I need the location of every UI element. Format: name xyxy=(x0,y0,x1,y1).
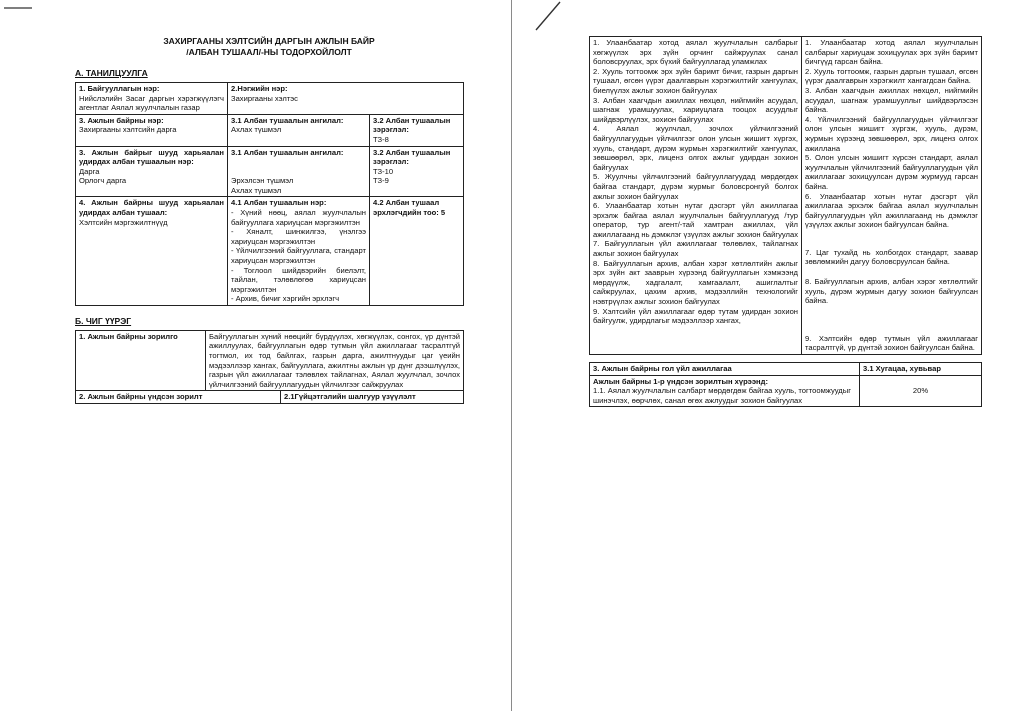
intro-table xyxy=(75,82,464,306)
main-goal-header: 2. Ажлын байрны үндсэн зорилт xyxy=(76,391,281,404)
list-item: - Хүний нөөц, аялал жуулчлалын байгууллага хариуцсан мэргэжилтэн xyxy=(231,207,366,227)
supervisor-value-2: Орлогч дарга xyxy=(79,176,127,186)
goals-list xyxy=(593,38,798,326)
supervisor-value-1: Дарга xyxy=(79,166,100,176)
supervisor-class-cell xyxy=(228,146,370,197)
goal1-item: 1.1. Аялал жуулчлалын салбарт мөрдөгдөж байгаа хууль, тогтоомжуудыг шинэчлэх, өөрчлөх, санал өгөх ажлуудыг зохион байгуулах xyxy=(593,386,851,405)
list-item: 4. Аялал жуулчлал, зочлох үйлчилгээний байгууллагуудын үйлчилгээг олон улсын жишигт хүргэх, хууль, стандарт, дүрэм журмын хэрэгжилтийг хангуулах, зөвшөөрөл, эрх, лиценз олгох ажлыг удирдан зохион байгуулах xyxy=(593,124,798,172)
class-cell xyxy=(228,114,370,146)
activity-cell xyxy=(590,375,860,407)
scan-mark-left xyxy=(0,2,40,14)
unit-cell xyxy=(228,83,464,115)
list-item: 1. Улаанбаатар хотод аялал жуулчлалын салбарыг хариуцаж зохицуулах эрх зүйн баримт бичгүүд гарсан байна. xyxy=(805,38,978,67)
subordinate-cell xyxy=(76,197,228,306)
criteria-list xyxy=(805,38,978,353)
criteria-header: 2.1Гүйцэтгэлийн шалгуур үзүүлэлт xyxy=(281,391,464,404)
list-item: 8. Байгууллагын архив, албан хэрэг хөтлөлтийг хууль, дүрэм журмын дагуу зохион байгуулсан байна. xyxy=(805,277,978,306)
class-label: 3.1 Албан тушаалын ангилал: xyxy=(231,115,344,125)
subordinate-label: 4. Ажлын байрны шууд харьяалан удирдах албан тушаал: xyxy=(79,198,224,217)
list-item: 6. Улаанбаатар хотын нутаг дэсгэрт үйл ажиллагаа эрхэлж байгаа аялал жуулчлалын байгууллагууд /тур оператор, тур агент/-тай хамтран ажиллах, үйл ажиллагаанд нь дэмжлэг үзүүлэх ажлыг зохион байгуулах xyxy=(593,201,799,239)
supervisor-grade-cell xyxy=(370,146,464,197)
list-item: 6. Улаанбаатар хотын нутаг дэсгэрт үйл ажиллагаа эрхэлж байгаа аялал жуулчлалын байгууллагуудын үйл ажиллагаанд нь дэмжлэг үзүүлэх ажлыг зохион байгуулсан байна. xyxy=(805,191,978,230)
goal1-title: Ажлын байрны 1-р үндсэн зорилтын хүрээнд: xyxy=(593,376,768,386)
list-item: 7. Байгууллагын үйл ажиллагааг төлөвлөх, тайлагнах ажлыг зохион байгуулах xyxy=(593,239,798,259)
supervisor-cell xyxy=(76,146,228,197)
class-value: Ахлах түшмэл xyxy=(231,125,282,135)
table-row xyxy=(76,330,464,391)
supervisor-grade-value-2: ТЗ-9 xyxy=(373,176,389,186)
job-goal-text: Байгууллагын хүний нөөцийг бүрдүүлэх, хөгжүүлэх, сонгох, үр дүнтэй ажиллуулах, байгууллагын өдөр тутмын үйл ажиллагааг тасралтгүй тогтмол, их тод байлгах, газрын дарга, ажилтнуудыг цаг үеийн мэдээллээр хангах, байгууллага, ажилтны ажлын үр дүнг дээшлүүлэх, газрын үйл ажиллагааг тэлөвлөх тайлагнах, Аялал жуулчлал, зочлох үйлчилгээний байгууллагуудын үйлчилгээг сайжруулах xyxy=(206,330,464,391)
section-b-heading: Б. ЧИГ ҮҮРЭГ xyxy=(75,315,132,326)
grade-label: 3.2 Албан тушаалын зэрэглэл: xyxy=(373,115,451,135)
supervisor-class-label: 3.1 Албан тушаалын ангилал: xyxy=(231,147,344,157)
grade-cell xyxy=(370,114,464,146)
headcount-cell: 4.2 Албан тушаал эрхлэгчдийн тоо: 5 xyxy=(370,197,464,306)
table-row xyxy=(76,114,464,146)
section-a-heading: А. ТАНИЛЦУУЛГА xyxy=(75,68,148,78)
list-item: 5. Жуулчны үйлчилгээний байгууллагуудад мөрдөгдөх байгаа стандарт, дүрэм журмыг боловсронгуй болгох ажлыг зохион байгуулах xyxy=(593,172,798,201)
position-value: Захиргааны хэлтсийн дарга xyxy=(79,125,177,135)
scan-mark-right xyxy=(528,0,568,34)
subordinate-value: Хэлтсийн мэргэжилтнүүд xyxy=(79,217,168,227)
subordinate-names-label: 4.1 Албан тушаалын нэр: xyxy=(231,198,327,208)
goals-cell xyxy=(590,37,802,355)
document-title xyxy=(75,36,463,58)
right-page xyxy=(589,36,981,407)
org-cell xyxy=(76,83,228,115)
list-item: 2. Хууль тогтоомж эрх зүйн баримт бичиг, газрын даргын тушаал, өгсөн үүрэг даалгаврын хэрэгжилтийг хангуулах, биелүүлэх ажлыг зохион байгуулах xyxy=(593,66,798,95)
activity-table xyxy=(589,362,982,407)
list-item: - Тоглоол шийдвэрийн биелэлт, тайлан, тэлөвлөгөө хариуцсан мэргэжилтэн xyxy=(231,265,366,294)
position-label: 3. Ажлын байрны нэр: xyxy=(79,115,164,125)
supervisor-class-value-1: Эрхэлсэн түшмэл xyxy=(231,176,294,186)
list-item: 2. Хууль тогтоомж, газрын даргын тушаал, өгсөн үүрэг даалгаврын хэрэгжилт хангагдсан байна. xyxy=(805,66,978,86)
title-line-1: ЗАХИРГААНЫ ХЭЛТСИЙН ДАРГЫН АЖЛЫН БАЙР xyxy=(163,36,375,46)
supervisor-grade-label: 3.2 Албан тушаалын зэрэглэл: xyxy=(373,147,451,167)
page-divider xyxy=(511,0,512,711)
org-value: Нийслэлийн Засаг даргын хэрэгжүүлэгч агентлаг Аялал жуулчлалын газар xyxy=(79,93,224,113)
supervisor-grade-value-1: ТЗ-10 xyxy=(373,166,394,176)
job-goal-label: 1. Ажлын байрны зорилго xyxy=(76,330,206,391)
org-label: 1. Байгууллагын нэр: xyxy=(79,84,160,93)
table-row xyxy=(590,37,982,355)
list-item: - Үйлчилгээний байгууллага, стандарт хариуцсан мэргэжилтэн xyxy=(231,246,366,265)
table-row xyxy=(590,375,982,407)
goal1-percent: 20% xyxy=(860,375,982,407)
list-item: 9. Хэлтсийн өдөр тутмын үйл ажиллагааг тасралтгүй, үр дүнтэй зохион байгуулсан байна. xyxy=(805,333,978,353)
goals-criteria-table xyxy=(589,36,982,355)
subordinate-list xyxy=(231,208,366,304)
criteria-cell xyxy=(802,37,982,355)
table-row xyxy=(76,197,464,306)
table-row xyxy=(590,363,982,376)
duties-table xyxy=(75,330,464,404)
title-line-2: /АЛБАН ТУШААЛ/-НЫ ТОДОРХОЙЛОЛТ xyxy=(186,47,352,57)
supervisor-class-value-2: Ахлах түшмэл xyxy=(231,185,282,195)
grade-value: ТЗ-8 xyxy=(373,134,389,144)
list-item: - Хяналт, шинжилгээ, үнэлгээ хариуцсан мэргэжилтэн xyxy=(231,227,366,246)
list-item: 4. Үйлчилгээний байгууллагуудын үйлчилгээг олон улсын жишигт хүргэж, хууль, дүрэм, журмын хүрээнд зөвшөөрөл, эрх, лиценз олгох ажиллана xyxy=(805,114,978,153)
table-row xyxy=(76,391,464,404)
position-cell xyxy=(76,114,228,146)
list-item: 9. Хэлтсийн үйл ажиллагааг өдөр тутам удирдан зохион байгуулж, удирдлагыг мэдээллээр хангах, xyxy=(593,306,798,326)
list-item: 8. Байгууллагын архив, албан хэрэг хөтлөлтийн ажлыг эрх зүйн акт зааврын хүрээнд байгууллагын хэмжээнд мөрдүүлж, хадгалалт, хамгаалалт, ашиглалтыг сайжруулах, цахим архив, мэдээллийн технологийг нэвтрүүлэх ажлыг зохион байгуулах xyxy=(593,258,798,307)
subordinate-names-cell xyxy=(228,197,370,306)
list-item: - Архив, бичиг хэргийн эрхлэгч xyxy=(231,294,340,304)
main-activity-header: 3. Ажлын байрны гол үйл ажиллагаа xyxy=(590,363,860,376)
deadline-header: 3.1 Хугацаа, хувьвар xyxy=(860,363,982,376)
supervisor-label: 3. Ажлын байрыг шууд харьяалан удирдах албан тушаалын нэр: xyxy=(79,147,224,167)
list-item: 3. Албан хаагчдын ажиллах нөхцөл, нийгмийн асуудал, шагнаж урамшууллыг шийдвэрлэсэн байна. xyxy=(805,85,978,115)
left-page xyxy=(75,30,463,404)
list-item: 5. Олон улсын жишигт хүрсэн стандарт, аялал жуулчлалын үйлчилгээний байгууллагуудын үйл ажиллагааг зохицуулсан дүрэм журмууд гарсан байна. xyxy=(805,153,978,191)
table-row xyxy=(76,83,464,115)
unit-value: Захиргааны хэлтэс xyxy=(231,93,298,103)
list-item: 7. Цаг тухайд нь холбогдох стандарт, заавар зөвлөмжийн дагуу боловсруулсан байна. xyxy=(805,247,978,267)
list-item: 1. Улаанбаатар хотод аялал жуулчлалын салбарыг хөгжүүлэх эрх зүйн орчинг сайжруулах санал боловсруулах, эрх бүхий байгууллагад уламжлах xyxy=(593,38,798,67)
list-item: 3. Албан хаагчдын ажиллах нөхцөл, нийгмийн асуудал, шагнаж урамшуулах, хариуцлага тооцох асуудлыг шийдвэрлүүлэх, зохион байгуулах xyxy=(593,95,798,124)
unit-label: 2.Нэгжийн нэр: xyxy=(231,84,288,93)
table-row xyxy=(76,146,464,197)
